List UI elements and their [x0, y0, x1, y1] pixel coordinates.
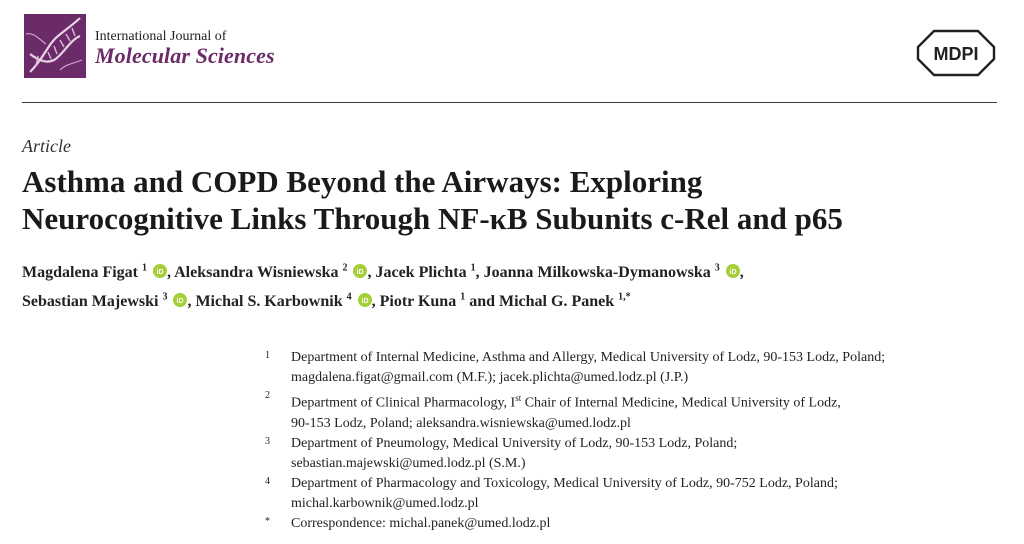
affiliation-item — [263, 388, 1003, 434]
author-affil-sup: 3 — [714, 262, 720, 274]
author-sep: , — [739, 264, 744, 281]
author-name[interactable]: Sebastian Majewski — [22, 293, 159, 310]
affiliation-text — [291, 348, 1003, 388]
author-line-1 — [22, 258, 1012, 287]
author-affil-sup: 1 — [460, 291, 466, 303]
affiliation-text — [291, 514, 1003, 534]
affiliation-item — [263, 474, 1003, 514]
affiliation-number: * — [265, 515, 270, 527]
correspondence-item — [263, 514, 1003, 534]
affiliation-line-tail: Chair of Internal Medicine, Medical University of Lodz, — [521, 395, 841, 411]
author-line-2 — [22, 287, 1012, 316]
title-line-1: Asthma and COPD Beyond the Airways: Exploring — [22, 164, 703, 199]
affiliation-line: Department of Internal Medicine, Asthma and Allergy, Medical University of Lodz, 90-153 Lodz, Poland; — [291, 350, 886, 365]
author-sep: , — [167, 264, 175, 281]
affiliation-line-head: Department of Clinical Pharmacology, I — [291, 395, 516, 411]
mdpi-logo — [915, 28, 997, 78]
affiliation-number: 3 — [265, 435, 270, 447]
author-sep: and — [465, 293, 499, 310]
svg-text:iD: iD — [729, 269, 737, 276]
svg-text:iD: iD — [356, 269, 364, 276]
author-affil-sup: 4 — [346, 291, 352, 303]
affiliation-number: 2 — [265, 390, 270, 401]
author-name[interactable]: Joanna Milkowska-Dymanowska — [483, 264, 711, 281]
author-affil-sup: 1,* — [618, 291, 631, 303]
author-sep: , — [187, 293, 196, 310]
affiliation-line — [291, 388, 1003, 414]
author-name[interactable]: Jacek Plichta — [375, 264, 467, 281]
orcid-icon[interactable] — [358, 293, 372, 307]
author-name[interactable]: Piotr Kuna — [379, 293, 457, 310]
author-affil-sup: 1 — [142, 262, 147, 274]
affiliation-text — [291, 388, 1003, 434]
author-affil-sup: 3 — [162, 291, 168, 303]
affiliation-line: magdalena.figat@gmail.com (M.F.); jacek.plichta@umed.lodz.pl (J.P.) — [291, 370, 689, 385]
affiliation-line: 90-153 Lodz, Poland; aleksandra.wisniewska@umed.lodz.pl — [291, 415, 631, 431]
orcid-icon[interactable] — [153, 264, 167, 278]
header-divider — [22, 102, 997, 103]
affiliation-number: 4 — [265, 475, 270, 487]
author-list — [22, 258, 1012, 316]
affiliation-number: 1 — [265, 350, 270, 361]
affiliation-line: Department of Pneumology, Medical University of Lodz, 90-153 Lodz, Poland; — [291, 435, 738, 451]
affiliation-line: michal.karbownik@umed.lodz.pl — [291, 495, 479, 511]
author-name[interactable]: Michal G. Panek — [499, 293, 615, 310]
mdpi-logo-text: MDPI — [933, 44, 979, 64]
affiliation-text — [291, 474, 1003, 514]
correspondence-line[interactable]: Correspondence: michal.panek@umed.lodz.pl — [291, 515, 551, 531]
author-affil-sup: 1 — [470, 262, 476, 274]
affiliation-list — [263, 348, 1003, 534]
title-line-2: Neurocognitive Links Through NF-κB Subunits c-Rel and p65 — [22, 201, 843, 236]
author-sep: , — [475, 264, 484, 281]
journal-logo — [24, 14, 86, 78]
orcid-icon[interactable] — [726, 264, 740, 278]
orcid-icon[interactable] — [353, 264, 367, 278]
dna-helix-icon — [24, 14, 86, 78]
affiliation-item — [263, 434, 1003, 474]
author-name[interactable]: Michal S. Karbownik — [195, 293, 343, 310]
svg-text:iD: iD — [176, 298, 184, 305]
author-sep: , — [367, 264, 376, 281]
affiliation-text — [291, 434, 1003, 474]
author-sep: , — [371, 293, 380, 310]
mdpi-logo-icon — [915, 28, 997, 78]
author-name[interactable]: Aleksandra Wisniewska — [174, 264, 339, 281]
article-title — [22, 163, 1012, 237]
journal-name-line1: International Journal of — [95, 29, 227, 44]
article-type: Article — [22, 136, 71, 156]
journal-name-line2: Molecular Sciences — [95, 43, 275, 68]
orcid-icon[interactable] — [173, 293, 187, 307]
affiliation-line: sebastian.majewski@umed.lodz.pl (S.M.) — [291, 455, 526, 471]
author-name[interactable]: Magdalena Figat — [22, 264, 138, 281]
svg-text:iD: iD — [361, 298, 369, 305]
affiliation-item — [263, 348, 1003, 388]
affiliation-line: Department of Pharmacology and Toxicology, Medical University of Lodz, 90-752 Lodz, Poland; — [291, 475, 838, 491]
svg-text:iD: iD — [156, 269, 164, 276]
author-affil-sup: 2 — [342, 262, 348, 274]
ordinal-sup: st — [515, 393, 522, 403]
